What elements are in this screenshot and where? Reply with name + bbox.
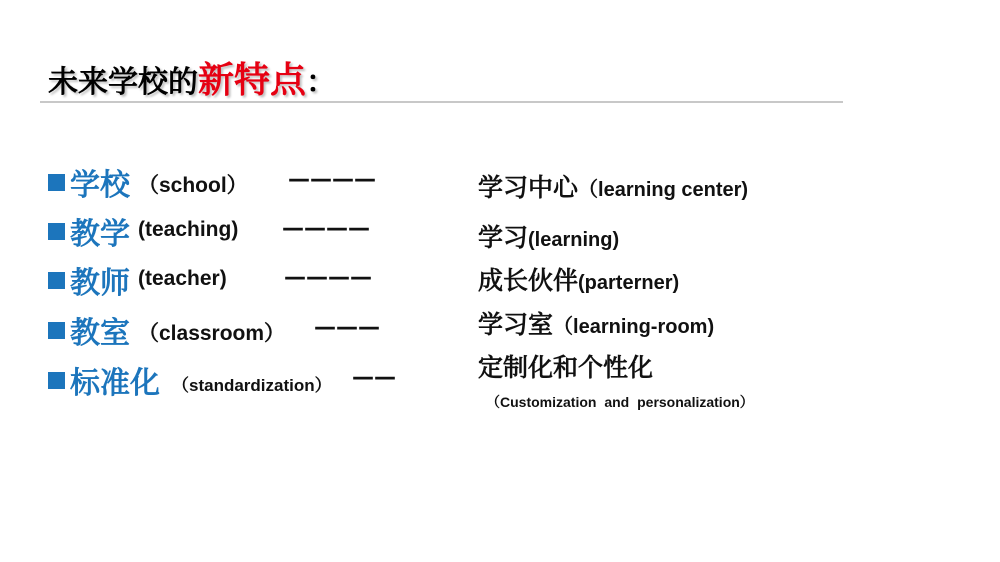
arrow-dash: ——— <box>314 315 380 340</box>
term-label: 学校 <box>70 168 130 203</box>
square-bullet-icon <box>48 372 65 389</box>
feature-cn: 学习室 <box>478 310 554 339</box>
arrow-dash: —— <box>352 365 396 390</box>
square-bullet-icon <box>48 322 65 339</box>
arrow-dash: ———— <box>288 167 376 192</box>
feature-cn: 定制化和个性化 <box>478 353 654 382</box>
list-item-customization <box>478 348 653 384</box>
feature-en: （learning-room) <box>553 316 715 338</box>
feature-cn: 成长伙伴 <box>478 266 579 295</box>
title-suffix: ： <box>306 65 337 100</box>
term-english: （school） <box>138 174 248 197</box>
title-highlight: 新特点 <box>198 60 307 101</box>
square-bullet-icon <box>48 223 65 240</box>
feature-en: (learning) <box>528 229 620 251</box>
term-label: 教学 <box>70 217 130 252</box>
term-english: (teaching) <box>138 218 239 241</box>
customization-note: （Customization and personalization） <box>486 394 754 410</box>
term-label: 标准化 <box>70 366 160 401</box>
feature-cn: 学习中心 <box>478 173 579 202</box>
list-item-learning-room <box>478 305 714 341</box>
arrow-dash: ———— <box>284 265 372 290</box>
title-prefix: 未来学校的 <box>48 65 198 100</box>
feature-en: (parterner) <box>578 272 680 294</box>
term-label: 教室 <box>70 316 130 351</box>
term-english: （classroom） <box>138 322 286 345</box>
arrow-dash: ———— <box>282 216 370 241</box>
term-english: （standardization） <box>172 376 332 395</box>
list-item-learning <box>478 218 619 254</box>
square-bullet-icon <box>48 272 65 289</box>
list-item-partner <box>478 261 679 297</box>
feature-en: （learning center) <box>578 179 749 201</box>
term-label: 教师 <box>70 266 130 301</box>
square-bullet-icon <box>48 174 65 191</box>
list-item-learning-center <box>478 168 748 204</box>
term-english: (teacher) <box>138 267 227 290</box>
feature-cn: 学习 <box>478 223 529 252</box>
slide-title <box>48 52 336 103</box>
title-divider <box>40 101 843 103</box>
